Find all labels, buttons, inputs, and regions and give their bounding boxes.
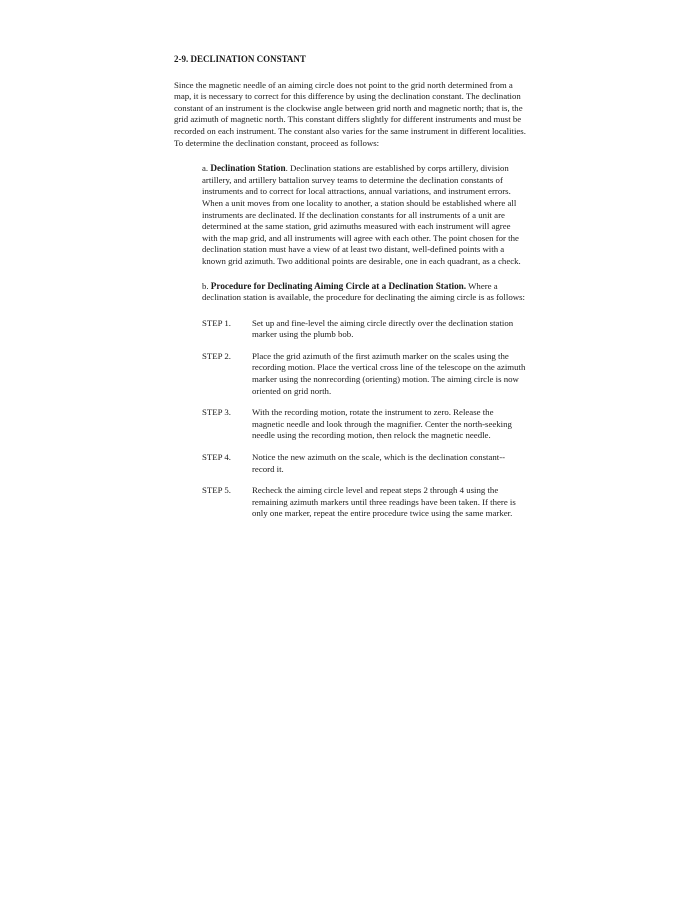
section-heading: 2-9. DECLINATION CONSTANT <box>174 54 306 64</box>
subsection-b-text: Where a declination station is available, the procedure for declinating the aiming circle is as follows: <box>202 280 525 303</box>
step-label: STEP 2. <box>202 350 232 361</box>
step-text: Place the grid azimuth of the first azimuth marker on the scales using the recording motion. Place the vertical cross line of the telescope on the azimuth marker using the nonrecording (orienting) motion. The aiming circle is now oriented on grid north. <box>252 350 526 396</box>
step-text: Notice the new azimuth on the scale, which is the declination constant--record it. <box>252 452 506 474</box>
step-item <box>202 452 526 475</box>
subsection-a-prefix: a. <box>202 163 211 174</box>
step-label: STEP 4. <box>202 452 232 463</box>
step-label: STEP 5. <box>202 485 232 496</box>
step-item <box>202 407 526 442</box>
subsection-a <box>202 163 526 267</box>
subsection-a-title: Declination Station <box>210 163 286 174</box>
step-item <box>202 351 526 397</box>
document-page <box>174 54 526 530</box>
step-text: Set up and fine-level the aiming circle directly over the declination station marker using the plumb bob. <box>252 317 514 340</box>
step-text: With the recording motion, rotate the instrument to zero. Release the magnetic needle and look through the magnifier. Center the north-seeking needle using the recording motion, then relock the magnetic needle. <box>252 407 512 441</box>
step-item <box>202 485 526 520</box>
steps-list <box>202 318 526 520</box>
step-label: STEP 3. <box>202 407 232 418</box>
subsection-b-title: Procedure for Declinating Aiming Circle at a Declination Station. <box>210 280 467 291</box>
step-label: STEP 1. <box>202 317 232 328</box>
step-text: Recheck the aiming circle level and repeat steps 2 through 4 using the remaining azimuth markers until three readings have been taken. If there is only one marker, repeat the entire procedure twice using the same marker. <box>252 485 516 519</box>
intro-paragraph: Since the magnetic needle of an aiming circle does not point to the grid north determined from a map, it is necessary to correct for this difference by using the declination constant. The declination constant of an instrument is the clockwise angle between grid north and magnetic north; that is, the grid azimuth of magnetic north. This constant differs slightly for different instruments and must be recorded on each instrument. The constant also varies for the same instrument in different localities. To determine the declination constant, proceed as follows: <box>174 79 526 148</box>
subsection-a-text: . Declination stations are established by corps artillery, division artillery, and artillery battalion survey teams to determine the declination constants of instruments and to correct for local attractions, annual variations, and instrument errors. When a unit moves from one locality to another, a station should be established where all instruments are declinated. If the declination constants for all instruments of a unit are determined at the same station, grid azimuths measured with each instrument will agree with the map grid, and all instruments will agree with each other. The point chosen for the declination station must have a view of at least two distant, well-defined points with a known grid azimuth. Two additional points are desirable, one in each quadrant, as a check. <box>202 163 521 266</box>
step-item <box>202 318 526 341</box>
subsection-b <box>202 281 526 304</box>
subsection-b-prefix: b. <box>202 280 211 291</box>
